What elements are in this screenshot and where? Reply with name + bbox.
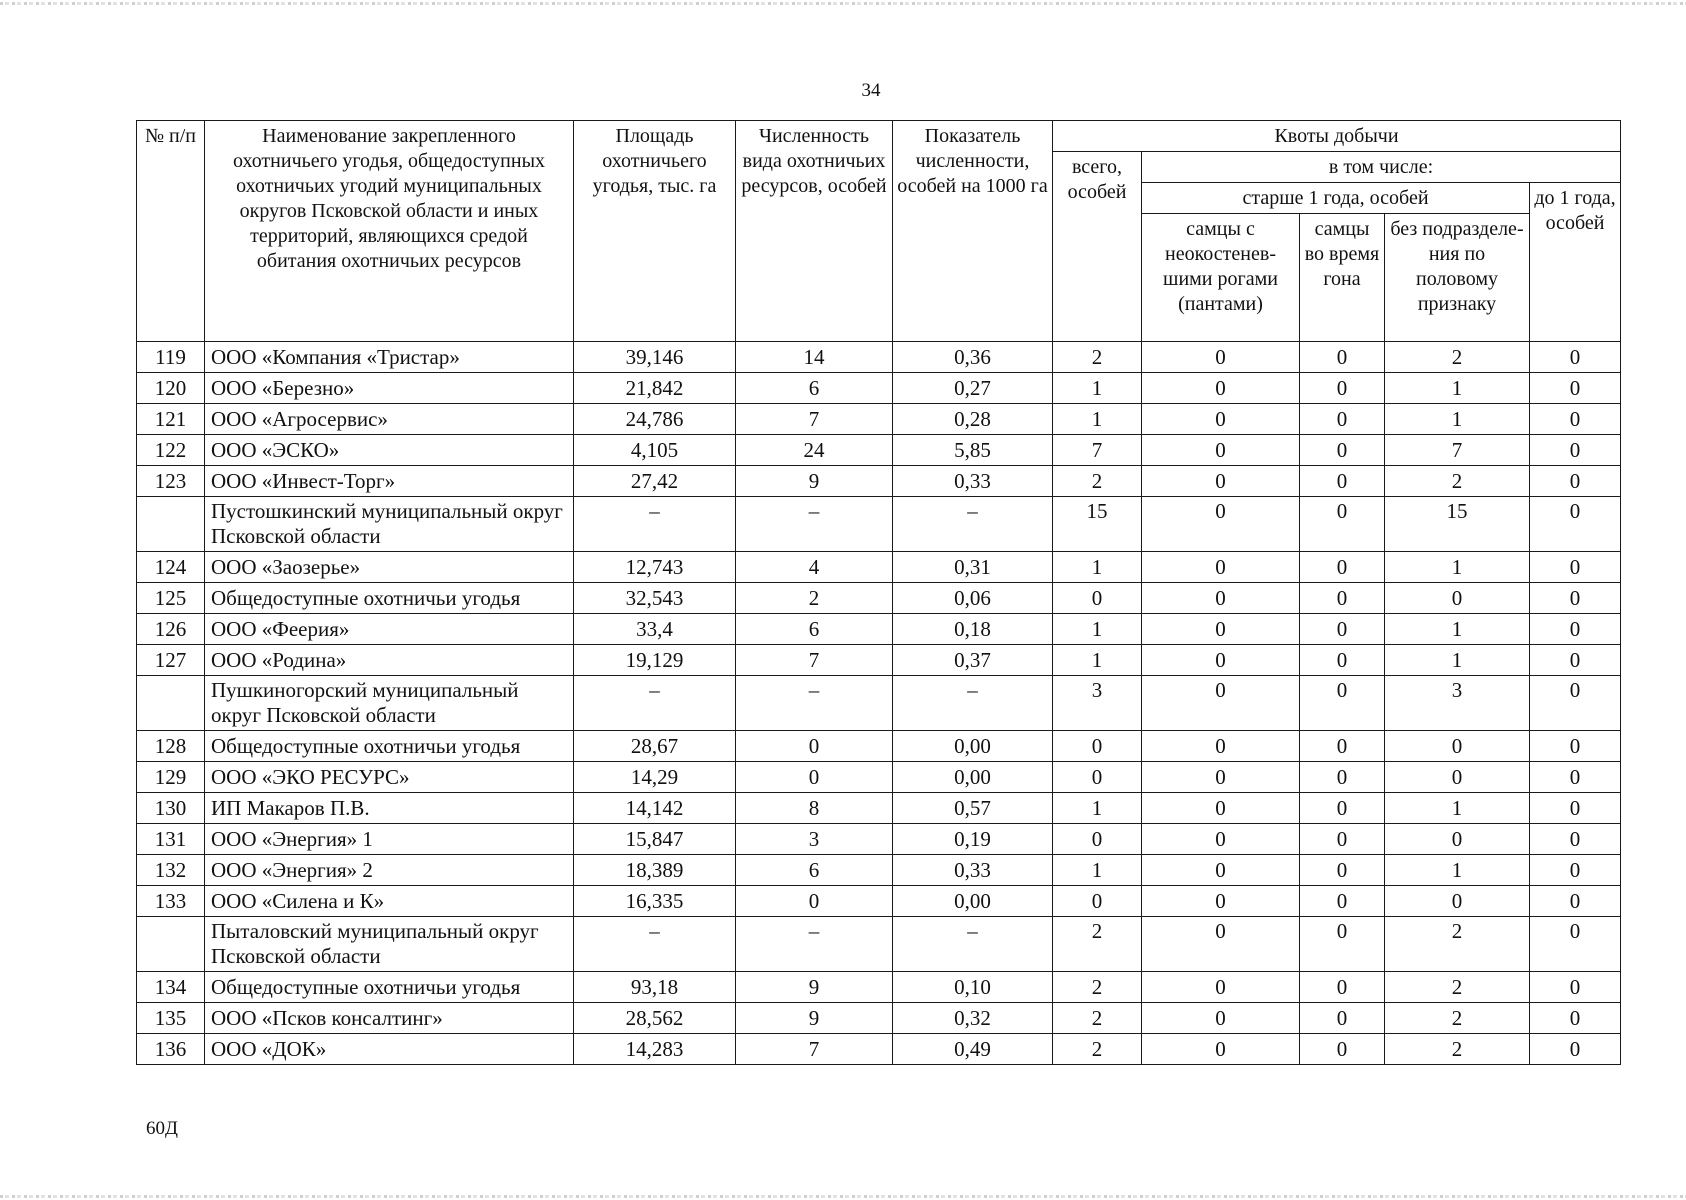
header-quotas: Квоты добычи	[1053, 121, 1621, 152]
density-cell: –	[893, 917, 1053, 972]
velvet-cell: 0	[1142, 552, 1300, 583]
density-cell: 0,37	[893, 645, 1053, 676]
velvet-cell: 0	[1142, 435, 1300, 466]
population-cell: 14	[736, 342, 893, 373]
no-sex-cell: 0	[1385, 762, 1530, 793]
total-cell: 7	[1053, 435, 1142, 466]
total-cell: 2	[1053, 1003, 1142, 1034]
population-cell: 6	[736, 855, 893, 886]
population-cell: 4	[736, 552, 893, 583]
area-cell: –	[574, 497, 736, 552]
density-cell: 0,00	[893, 886, 1053, 917]
area-cell: 14,283	[574, 1034, 736, 1065]
velvet-cell: 0	[1142, 824, 1300, 855]
population-cell: 9	[736, 466, 893, 497]
velvet-cell: 0	[1142, 886, 1300, 917]
velvet-cell: 0	[1142, 342, 1300, 373]
population-cell: 6	[736, 373, 893, 404]
table-row	[137, 1034, 1621, 1065]
name-cell: Общедоступные охотничьи угодья	[205, 972, 574, 1003]
total-cell: 0	[1053, 762, 1142, 793]
name-cell: ООО «Силена и К»	[205, 886, 574, 917]
no-sex-cell: 2	[1385, 342, 1530, 373]
velvet-cell: 0	[1142, 373, 1300, 404]
num-cell: 122	[137, 435, 205, 466]
header-under-one: до 1 года, особей	[1530, 183, 1621, 342]
velvet-cell: 0	[1142, 917, 1300, 972]
density-cell: 0,28	[893, 404, 1053, 435]
name-cell: Общедоступные охотничьи угодья	[205, 583, 574, 614]
under-one-cell: 0	[1530, 762, 1621, 793]
num-cell: 133	[137, 886, 205, 917]
name-cell: ООО «ДОК»	[205, 1034, 574, 1065]
no-sex-cell: 7	[1385, 435, 1530, 466]
density-cell: 0,18	[893, 614, 1053, 645]
name-cell: Пыталовский муниципальный округ Псковской области	[205, 917, 574, 972]
district-row	[137, 676, 1621, 731]
header-no-sex: без подразделе-ния по половому признаку	[1385, 214, 1530, 342]
no-sex-cell: 0	[1385, 583, 1530, 614]
name-cell: ООО «ЭСКО»	[205, 435, 574, 466]
under-one-cell: 0	[1530, 435, 1621, 466]
num-cell: 136	[137, 1034, 205, 1065]
population-cell: 2	[736, 583, 893, 614]
under-one-cell: 0	[1530, 373, 1621, 404]
density-cell: 5,85	[893, 435, 1053, 466]
no-sex-cell: 0	[1385, 731, 1530, 762]
table-row	[137, 972, 1621, 1003]
population-cell: 7	[736, 1034, 893, 1065]
total-cell: 1	[1053, 855, 1142, 886]
rut-cell: 0	[1300, 435, 1385, 466]
total-cell: 2	[1053, 342, 1142, 373]
no-sex-cell: 2	[1385, 972, 1530, 1003]
total-cell: 3	[1053, 676, 1142, 731]
area-cell: 28,67	[574, 731, 736, 762]
population-cell: 7	[736, 404, 893, 435]
num-cell: 124	[137, 552, 205, 583]
density-cell: 0,33	[893, 855, 1053, 886]
density-cell: 0,00	[893, 731, 1053, 762]
under-one-cell: 0	[1530, 342, 1621, 373]
quota-table	[136, 120, 1621, 1065]
population-cell: 9	[736, 1003, 893, 1034]
table-row	[137, 886, 1621, 917]
rut-cell: 0	[1300, 645, 1385, 676]
district-row	[137, 917, 1621, 972]
area-cell: 32,543	[574, 583, 736, 614]
total-cell: 0	[1053, 886, 1142, 917]
no-sex-cell: 1	[1385, 793, 1530, 824]
area-cell: 27,42	[574, 466, 736, 497]
density-cell: 0,19	[893, 824, 1053, 855]
scan-edge-bottom	[0, 1195, 1686, 1198]
density-cell: 0,49	[893, 1034, 1053, 1065]
name-cell: ООО «Инвест-Торг»	[205, 466, 574, 497]
under-one-cell: 0	[1530, 676, 1621, 731]
area-cell: 15,847	[574, 824, 736, 855]
under-one-cell: 0	[1530, 731, 1621, 762]
name-cell: ООО «Энергия» 2	[205, 855, 574, 886]
table-row	[137, 824, 1621, 855]
rut-cell: 0	[1300, 1003, 1385, 1034]
total-cell: 15	[1053, 497, 1142, 552]
under-one-cell: 0	[1530, 645, 1621, 676]
num-cell: 130	[137, 793, 205, 824]
velvet-cell: 0	[1142, 614, 1300, 645]
rut-cell: 0	[1300, 762, 1385, 793]
area-cell: –	[574, 917, 736, 972]
under-one-cell: 0	[1530, 793, 1621, 824]
under-one-cell: 0	[1530, 824, 1621, 855]
header-name: Наименование закрепленного охотничьего угодья, общедоступных охотничьих угодий муниципальных округов Псковской области и иных территорий, являющихся средой обитания охотничьих ресурсов	[205, 121, 574, 342]
population-cell: 3	[736, 824, 893, 855]
num-cell	[137, 497, 205, 552]
density-cell: –	[893, 676, 1053, 731]
total-cell: 1	[1053, 552, 1142, 583]
under-one-cell: 0	[1530, 466, 1621, 497]
rut-cell: 0	[1300, 824, 1385, 855]
velvet-cell: 0	[1142, 972, 1300, 1003]
table-row	[137, 855, 1621, 886]
population-cell: 7	[736, 645, 893, 676]
rut-cell: 0	[1300, 497, 1385, 552]
population-cell: 8	[736, 793, 893, 824]
area-cell: 18,389	[574, 855, 736, 886]
area-cell: 24,786	[574, 404, 736, 435]
no-sex-cell: 1	[1385, 614, 1530, 645]
under-one-cell: 0	[1530, 404, 1621, 435]
rut-cell: 0	[1300, 917, 1385, 972]
density-cell: –	[893, 497, 1053, 552]
no-sex-cell: 2	[1385, 1034, 1530, 1065]
population-cell: 0	[736, 731, 893, 762]
density-cell: 0,06	[893, 583, 1053, 614]
velvet-cell: 0	[1142, 497, 1300, 552]
num-cell	[137, 917, 205, 972]
velvet-cell: 0	[1142, 645, 1300, 676]
name-cell: ООО «Агросервис»	[205, 404, 574, 435]
under-one-cell: 0	[1530, 614, 1621, 645]
no-sex-cell: 1	[1385, 552, 1530, 583]
rut-cell: 0	[1300, 972, 1385, 1003]
population-cell: 0	[736, 762, 893, 793]
num-cell: 128	[137, 731, 205, 762]
population-cell: –	[736, 497, 893, 552]
name-cell: ООО «Березно»	[205, 373, 574, 404]
population-cell: –	[736, 676, 893, 731]
velvet-cell: 0	[1142, 793, 1300, 824]
table-row	[137, 552, 1621, 583]
name-cell: Пушкиногорский муниципальный округ Псковской области	[205, 676, 574, 731]
under-one-cell: 0	[1530, 917, 1621, 972]
rut-cell: 0	[1300, 1034, 1385, 1065]
name-cell: ООО «Заозерье»	[205, 552, 574, 583]
num-cell: 123	[137, 466, 205, 497]
table-row	[137, 793, 1621, 824]
area-cell: 21,842	[574, 373, 736, 404]
population-cell: 24	[736, 435, 893, 466]
table-header	[137, 121, 1621, 342]
density-cell: 0,36	[893, 342, 1053, 373]
total-cell: 1	[1053, 373, 1142, 404]
num-cell: 121	[137, 404, 205, 435]
header-velvet: самцы с неокостенев-шими рогами (пантами)	[1142, 214, 1300, 342]
under-one-cell: 0	[1530, 583, 1621, 614]
no-sex-cell: 15	[1385, 497, 1530, 552]
header-population: Численность вида охотничьих ресурсов, особей	[736, 121, 893, 342]
velvet-cell: 0	[1142, 583, 1300, 614]
district-row	[137, 497, 1621, 552]
name-cell: ООО «Компания «Тристар»	[205, 342, 574, 373]
num-cell: 125	[137, 583, 205, 614]
area-cell: 39,146	[574, 342, 736, 373]
table-row	[137, 373, 1621, 404]
table-row	[137, 583, 1621, 614]
name-cell: ООО «Родина»	[205, 645, 574, 676]
table-row	[137, 762, 1621, 793]
scan-edge-top	[0, 2, 1686, 5]
header-density: Показатель численности, особей на 1000 га	[893, 121, 1053, 342]
table-row	[137, 466, 1621, 497]
rut-cell: 0	[1300, 404, 1385, 435]
velvet-cell: 0	[1142, 466, 1300, 497]
num-cell: 126	[137, 614, 205, 645]
name-cell: Общедоступные охотничьи угодья	[205, 731, 574, 762]
table-body	[137, 342, 1621, 1065]
area-cell: 16,335	[574, 886, 736, 917]
population-cell: 9	[736, 972, 893, 1003]
total-cell: 2	[1053, 917, 1142, 972]
velvet-cell: 0	[1142, 404, 1300, 435]
num-cell: 135	[137, 1003, 205, 1034]
velvet-cell: 0	[1142, 762, 1300, 793]
header-including: в том числе:	[1142, 152, 1621, 183]
rut-cell: 0	[1300, 614, 1385, 645]
rut-cell: 0	[1300, 466, 1385, 497]
rut-cell: 0	[1300, 855, 1385, 886]
header-area: Площадь охотничьего угодья, тыс. га	[574, 121, 736, 342]
name-cell: Пустошкинский муниципальный округ Псковской области	[205, 497, 574, 552]
rut-cell: 0	[1300, 552, 1385, 583]
num-cell: 119	[137, 342, 205, 373]
header-older: старше 1 года, особей	[1142, 183, 1530, 214]
rut-cell: 0	[1300, 342, 1385, 373]
population-cell: –	[736, 917, 893, 972]
name-cell: ООО «Псков консалтинг»	[205, 1003, 574, 1034]
header-rut: самцы во время гона	[1300, 214, 1385, 342]
total-cell: 2	[1053, 972, 1142, 1003]
density-cell: 0,10	[893, 972, 1053, 1003]
velvet-cell: 0	[1142, 1034, 1300, 1065]
under-one-cell: 0	[1530, 1003, 1621, 1034]
area-cell: 4,105	[574, 435, 736, 466]
rut-cell: 0	[1300, 793, 1385, 824]
no-sex-cell: 1	[1385, 645, 1530, 676]
area-cell: 14,142	[574, 793, 736, 824]
table-row	[137, 435, 1621, 466]
area-cell: 19,129	[574, 645, 736, 676]
total-cell: 1	[1053, 645, 1142, 676]
density-cell: 0,32	[893, 1003, 1053, 1034]
area-cell: 12,743	[574, 552, 736, 583]
name-cell: ООО «ЭКО РЕСУРС»	[205, 762, 574, 793]
density-cell: 0,33	[893, 466, 1053, 497]
under-one-cell: 0	[1530, 497, 1621, 552]
table-row	[137, 342, 1621, 373]
under-one-cell: 0	[1530, 886, 1621, 917]
total-cell: 0	[1053, 824, 1142, 855]
total-cell: 0	[1053, 583, 1142, 614]
rut-cell: 0	[1300, 731, 1385, 762]
header-num: № п/п	[137, 121, 205, 342]
density-cell: 0,27	[893, 373, 1053, 404]
table-row	[137, 404, 1621, 435]
rut-cell: 0	[1300, 373, 1385, 404]
name-cell: ООО «Энергия» 1	[205, 824, 574, 855]
velvet-cell: 0	[1142, 1003, 1300, 1034]
header-total: всего, особей	[1053, 152, 1142, 342]
no-sex-cell: 0	[1385, 886, 1530, 917]
area-cell: 28,562	[574, 1003, 736, 1034]
num-cell: 134	[137, 972, 205, 1003]
total-cell: 2	[1053, 1034, 1142, 1065]
total-cell: 2	[1053, 466, 1142, 497]
name-cell: ООО «Феерия»	[205, 614, 574, 645]
rut-cell: 0	[1300, 886, 1385, 917]
no-sex-cell: 1	[1385, 404, 1530, 435]
no-sex-cell: 2	[1385, 1003, 1530, 1034]
num-cell: 131	[137, 824, 205, 855]
num-cell: 129	[137, 762, 205, 793]
density-cell: 0,57	[893, 793, 1053, 824]
table-row	[137, 1003, 1621, 1034]
rut-cell: 0	[1300, 676, 1385, 731]
no-sex-cell: 1	[1385, 855, 1530, 886]
no-sex-cell: 2	[1385, 917, 1530, 972]
num-cell: 120	[137, 373, 205, 404]
under-one-cell: 0	[1530, 552, 1621, 583]
num-cell	[137, 676, 205, 731]
population-cell: 6	[736, 614, 893, 645]
velvet-cell: 0	[1142, 855, 1300, 886]
density-cell: 0,31	[893, 552, 1053, 583]
no-sex-cell: 1	[1385, 373, 1530, 404]
sheet-code: 60Д	[146, 1118, 178, 1139]
num-cell: 132	[137, 855, 205, 886]
velvet-cell: 0	[1142, 676, 1300, 731]
total-cell: 1	[1053, 404, 1142, 435]
under-one-cell: 0	[1530, 972, 1621, 1003]
area-cell: –	[574, 676, 736, 731]
no-sex-cell: 3	[1385, 676, 1530, 731]
under-one-cell: 0	[1530, 855, 1621, 886]
table-row	[137, 614, 1621, 645]
velvet-cell: 0	[1142, 731, 1300, 762]
density-cell: 0,00	[893, 762, 1053, 793]
area-cell: 93,18	[574, 972, 736, 1003]
area-cell: 33,4	[574, 614, 736, 645]
population-cell: 0	[736, 886, 893, 917]
num-cell: 127	[137, 645, 205, 676]
page-number: 34	[861, 80, 881, 101]
table-row	[137, 645, 1621, 676]
total-cell: 1	[1053, 793, 1142, 824]
rut-cell: 0	[1300, 583, 1385, 614]
area-cell: 14,29	[574, 762, 736, 793]
name-cell: ИП Макаров П.В.	[205, 793, 574, 824]
total-cell: 0	[1053, 731, 1142, 762]
under-one-cell: 0	[1530, 1034, 1621, 1065]
no-sex-cell: 2	[1385, 466, 1530, 497]
table-row	[137, 731, 1621, 762]
total-cell: 1	[1053, 614, 1142, 645]
no-sex-cell: 0	[1385, 824, 1530, 855]
